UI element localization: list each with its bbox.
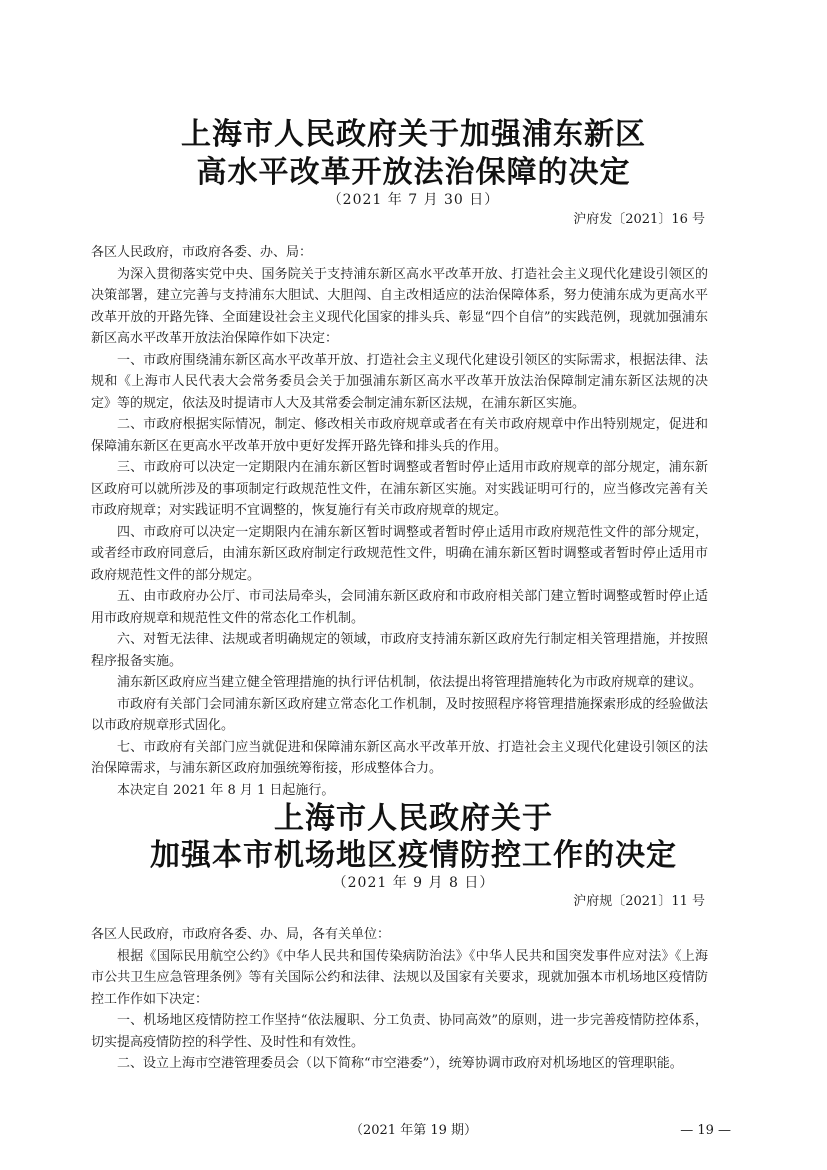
doc1-paragraph: 六、对暂无法律、法规或者明确规定的领域，市政府支持浦东新区政府先行制定相关管理措施，并按照程序报备实施。 [91, 632, 708, 669]
doc1-paragraph: 三、市政府可以决定一定期限内在浦东新区暂时调整或者暂时停止适用市政府规章的部分规定，浦东新区政府可以就所涉及的事项制定行政规范性文件，在浦东新区实施。对实践证明可行的，应当修改完善有关市政府规章；对实践证明不宜调整的，恢复施行有关市政府规章的规定。 [91, 460, 708, 518]
doc2-salutation: 各区人民政府，市政府各委、办、局，各有关单位： [91, 927, 391, 942]
footer-issue: （2021 年第 19 期） [349, 1123, 478, 1138]
doc2-title-line1: 上海市人民政府关于 [274, 801, 553, 836]
doc1-paragraph: 五、由市政府办公厅、市司法局牵头，会同浦东新区政府和市政府相关部门建立暂时调整或暂时停止适用市政府规章和规范性文件的常态化工作机制。 [91, 589, 708, 626]
doc1-paragraph: 市政府有关部门会同浦东新区政府建立常态化工作机制，及时按照程序将管理措施探索形成的经验做法以市政府规章形式固化。 [91, 696, 708, 733]
doc2-doc-number: 沪府规〔2021〕11 号 [573, 894, 705, 909]
doc1-paragraph: 为深入贯彻落实党中央、国务院关于支持浦东新区高水平改革开放、打造社会主义现代化建设引领区的决策部署，建立完善与支持浦东大胆试、大胆闯、自主改相适应的法治保障体系，努力使浦东成为更高水平改革开放的开路先锋、全面建设社会主义现代化国家的排头兵、彰显“四个自信”的实践范例，现就加强浦东新区高水平改革开放法治保障作如下决定： [91, 266, 708, 346]
doc1-doc-number: 沪府发〔2021〕16 号 [573, 212, 705, 227]
doc1-paragraph: 七、市政府有关部门应当就促进和保障浦东新区高水平改革开放、打造社会主义现代化建设引领区的法治保障需求，与浦东新区政府加强统筹衔接，形成整体合力。 [91, 739, 708, 776]
doc2-date: （2021 年 9 月 8 日） [332, 875, 495, 891]
doc1-paragraph: 二、市政府根据实际情况，制定、修改相关市政府规章或者在有关市政府规章中作出特别规定，促进和保障浦东新区在更高水平改革开放中更好发挥开路先锋和排头兵的作用。 [91, 417, 708, 454]
doc2-title-line2: 加强本市机场地区疫情防控工作的决定 [150, 838, 677, 873]
doc2-paragraph: 根据《国际民用航空公约》《中华人民共和国传染病防治法》《中华人民共和国突发事件应对法》《上海市公共卫生应急管理条例》等有关国际公约和法律、法规以及国家有关要求，现就加强本市机场地区疫情防控工作作如下决定： [91, 948, 708, 1007]
doc1-title-line1: 上海市人民政府关于加强浦东新区 [181, 117, 646, 152]
doc1-body [91, 242, 708, 801]
doc1-paragraph: 四、市政府可以决定一定期限内在浦东新区暂时调整或者暂时停止适用市政府规范性文件的部分规定，或者经市政府同意后，由浦东新区政府制定行政规范性文件，明确在浦东新区暂时调整或者暂时停止适用市政府规范性文件的部分规定。 [91, 524, 708, 583]
footer-page-number: — 19 — [680, 1123, 731, 1138]
doc1-date: （2021 年 7 月 30 日） [327, 192, 500, 208]
doc1-paragraph: 浦东新区政府应当建立健全管理措施的执行评估机制，依法提出将管理措施转化为市政府规章的建议。 [117, 675, 703, 690]
doc1-paragraph: 一、市政府围绕浦东新区高水平改革开放、打造社会主义现代化建设引领区的实际需求，根据法律、法规和《上海市人民代表大会常务委员会关于加强浦东新区高水平改革开放法治保障制定浦东新区法规的决定》等的规定，依法及时提请市人大及其常委会制定浦东新区法规，在浦东新区实施。 [91, 352, 708, 411]
doc2-paragraph: 一、机场地区疫情防控工作坚持“依法履职、分工负责、协同高效”的原则，进一步完善疫情防控体系，切实提高疫情防控的科学性、及时性和有效性。 [91, 1013, 708, 1050]
doc2-paragraph: 二、设立上海市空港管理委员会（以下简称“市空港委”），统筹协调市政府对机场地区的管理职能。 [117, 1056, 683, 1071]
doc1-salutation: 各区人民政府，市政府各委、办、局： [91, 245, 313, 260]
doc1-title-line2: 高水平改革开放法治保障的决定 [196, 155, 631, 190]
doc1-paragraph: 本决定自 2021 年 8 月 1 日起施行。 [117, 782, 335, 798]
doc2-body [91, 924, 708, 1075]
